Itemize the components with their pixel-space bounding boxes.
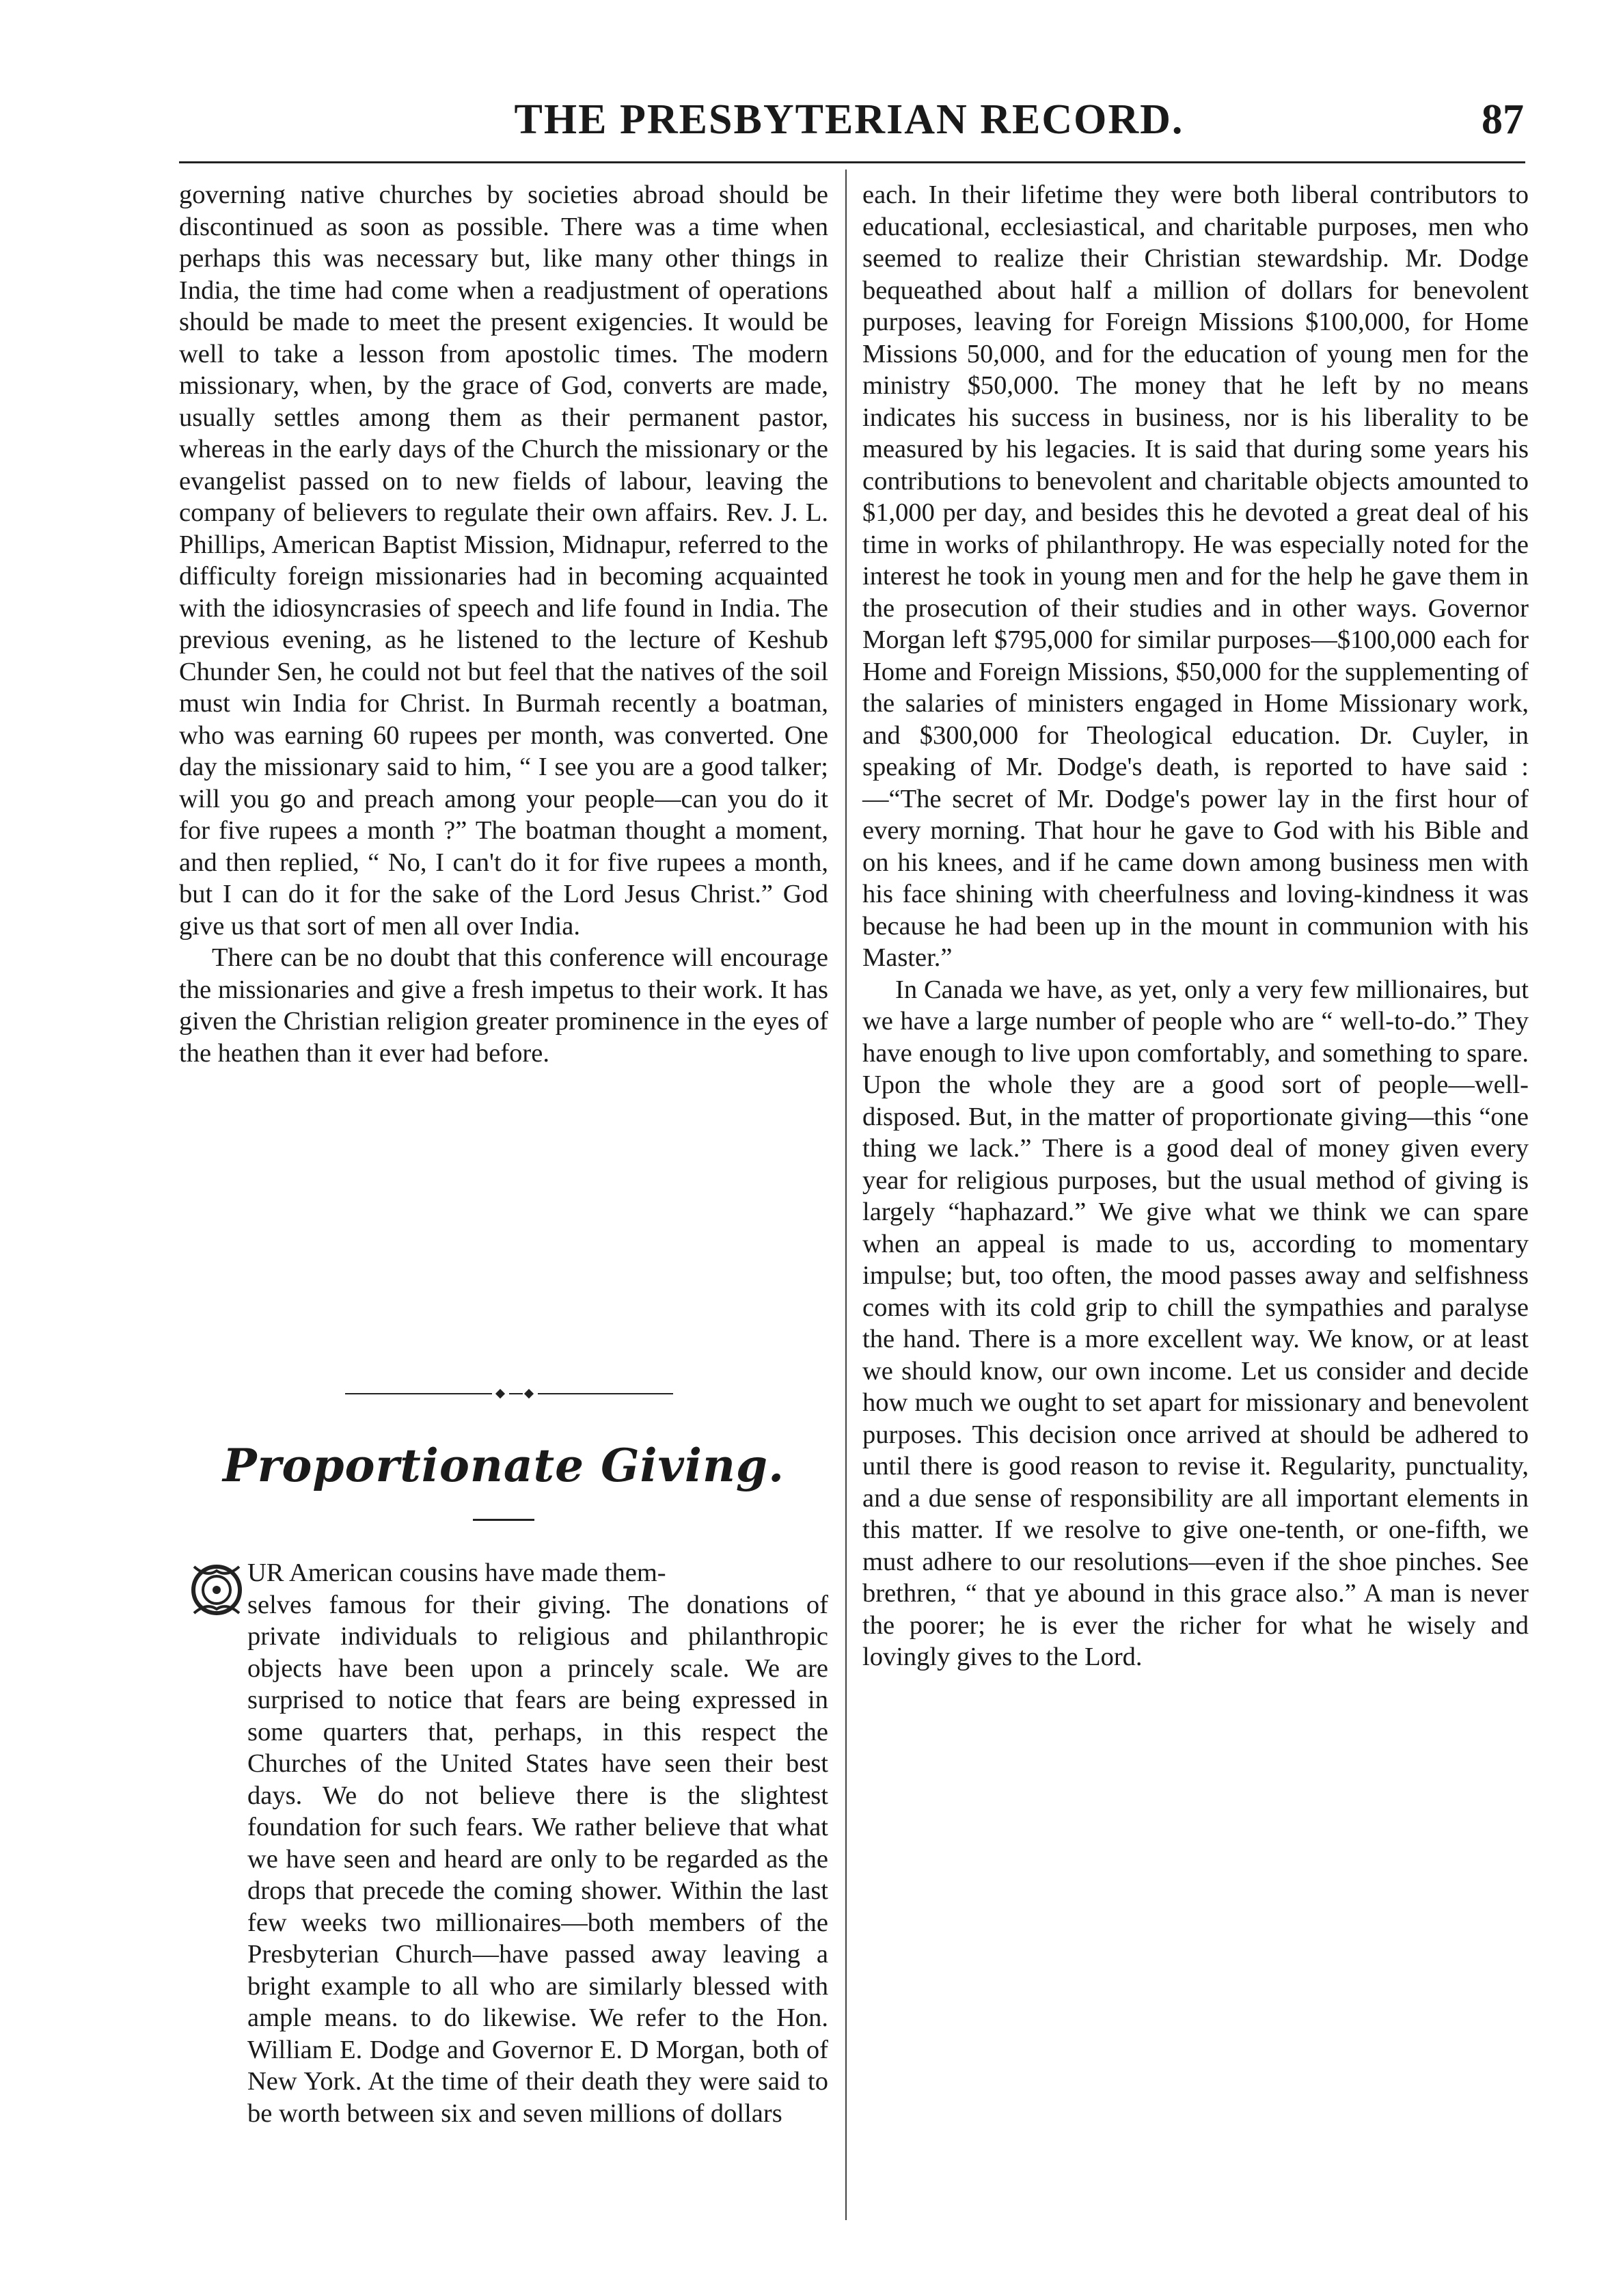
right-column: [862, 179, 1529, 1673]
left-column: [179, 179, 828, 1069]
right-paragraph-1: each. In their lifetime they were both liberal contributors to educational, ecclesiastical, and charitable purposes, men who seemed to realize their Christian stewardship. Mr. Dodge bequeathed about half a million of dollars for benevolent purposes, leaving for Foreign Missions $100,000, for Home Missions 50,000, and for the education of young men for the ministry $50,000. The money that he left by no means indicates his success in business, nor is his liberality to be measured by his legacies. It is said that during some years his contributions to benevolent and charitable objects amounted to $1,000 per day, and besides this he devoted a great deal of his time in works of philanthropy. He was especially noted for the interest he took in young men and for the help he gave them in the prosecution of their studies and in other ways. Governor Morgan left $795,000 for similar purposes—$100,000 each for Home and Foreign Missions, $50,000 for the supplementing of the salaries of ministers engaged in Home Missionary work, and $300,000 for Theological education. Dr. Cuyler, in speaking of Mr. Dodge's death, is reported to have said :—“The secret of Mr. Dodge's power lay in the first hour of every morning. That hour he gave to God with his Bible and on his knees, and if he came down among business men with his face shining with cheerfulness and loving-kindness it was because he had been up in the mount in communion with his Master.”: [862, 180, 1529, 972]
column-divider: [845, 170, 847, 2220]
title-rule: [473, 1519, 534, 1521]
section-first-line: UR American cousins have made them-: [247, 1558, 666, 1587]
dropcap-letter: O: [216, 1599, 217, 1600]
section-ornament: [345, 1389, 673, 1399]
running-header: [174, 96, 1524, 157]
left-paragraph-1: governing native churches by societies abroad should be discontinued as soon as possible. There was a time when perhaps this was necessary but, like many other things in India, the time had come when a readjustment of operations should be made to meet the present exigencies. It would be well to take a lesson from apostolic times. The modern missionary, when, by the grace of God, converts are made, usually settles among them as their permanent pastor, whereas in the early days of the Church the missionary or the evangelist passed on to new fields of labour, leaving the company of believers to regulate their own affairs. Rev. J. L. Phillips, American Baptist Mission, Midnapur, referred to the difficulty foreign missionaries had in becoming acquainted with the idiosyncrasies of speech and life found in India. The previous evening, as he listened to the lecture of Keshub Chunder Sen, he could not but feel that the natives of the soil must win India for Christ. In Burmah recently a boatman, who was earning 60 rupees per month, was converted. One day the missionary said to him, “ I see you are a good talker; will you go and preach among your people—can you do it for five rupees a month ?” The boatman thought a moment, and then replied, “ No, I can't do it for five rupees a month, but I can do it for the sake of the Lord Jesus Christ.” God give us that sort of men all over India.: [179, 180, 828, 941]
page-number: 87: [1482, 96, 1524, 143]
journal-title: THE PRESBYTERIAN RECORD.: [514, 96, 1184, 143]
section-body: [179, 1557, 828, 2129]
section-body-text: selves famous for their giving. The donations of private individuals to religious and philanthropic objects have been upon a princely scale. We are surprised to notice that fears are being expressed in some quarters that, perhaps, in this respect the Churches of the United States have seen their best days. We do not believe there is the slightest foundation for such fears. We rather believe that what we have seen and heard are only to be regarded as the drops that precede the coming shower. Within the last few weeks two millionaires—both members of the Presbyterian Church—have passed away leaving a bright example to all who are similarly blessed with ample means. to do likewise. We refer to the Hon. William E. Dodge and Governor E. D Morgan, both of New York. At the time of their death they were said to be worth between six and seven millions of dollars: [247, 1590, 828, 2128]
right-paragraph-2: In Canada we have, as yet, only a very few millionaires, but we have a large number of people who are “ well-to-do.” They have enough to live upon comfortably, and something to spare. Upon the whole they are a good sort of people—well-disposed. But, in the matter of proportionate giving—this “one thing we lack.” There is a good deal of money given every year for religious purposes, but the usual method of giving is largely “haphazard.” We give what we think we can spare when an appeal is made to us, according to momentary impulse; but, too often, the mood passes away and selfishness comes with its cold grip to chill the sympathies and paralyse the hand. There is a more excellent way. We know, or at least we should know, our own income. Let us consider and decide how much we ought to set apart for missionary and benevolent purposes. This decision once arrived at should be adhered to until there is good reason to revise it. Regularity, punctuality, and a due sense of responsibility are all important elements in this matter. If we resolve to give one-tenth, or one-fifth, we must adhere to our resolutions—even if the shoe pinches. See brethren, “ that ye abound in this grace also.” A man is never the poorer; he is ever the richer for what he wisely and lovingly gives to the Lord.: [862, 975, 1529, 1671]
header-rule: [179, 161, 1525, 163]
left-paragraph-2: There can be no doubt that this conference will encourage the missionaries and give a fresh impetus to their work. It has given the Christian religion greater prominence in the eyes of the heathen than it ever had before.: [179, 943, 828, 1068]
section-title: Proportionate Giving.: [222, 1439, 785, 1492]
